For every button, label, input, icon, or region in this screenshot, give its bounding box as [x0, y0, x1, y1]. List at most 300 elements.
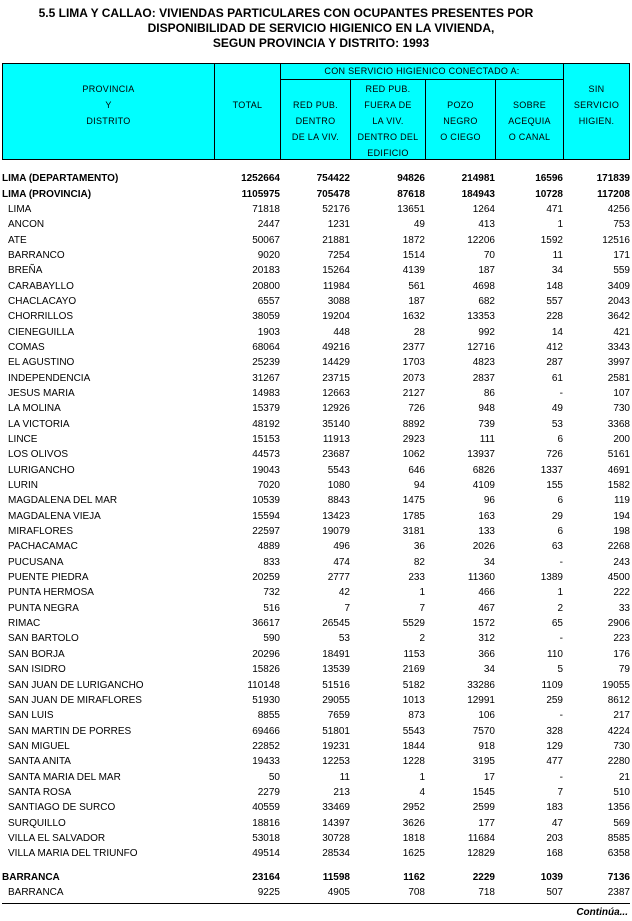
cell-value: 992 — [478, 326, 495, 338]
cell-value: 12663 — [322, 387, 350, 399]
row-label: BARRANCO — [8, 249, 65, 261]
row-label: MAGDALENA VIEJA — [8, 510, 101, 522]
cell-value: 4823 — [472, 357, 495, 369]
cell-value: 1625 — [402, 848, 425, 860]
cell-value: 176 — [613, 648, 630, 660]
title-line-2: DISPONIBILIDAD DE SERVICIO HIGIENICO EN LA VIVIENDA, — [147, 21, 495, 35]
cell-value: 7020 — [257, 480, 280, 492]
cell-value: 2 — [419, 633, 425, 645]
cell-value: 1632 — [402, 311, 425, 323]
cell-value: 3626 — [402, 817, 425, 829]
cell-value: - — [559, 771, 563, 783]
cell-value: 2280 — [607, 756, 630, 768]
cell-value: 228 — [546, 311, 563, 323]
cell-value: 51516 — [322, 679, 350, 691]
cell-value: 11 — [339, 771, 350, 783]
table-row — [2, 493, 630, 508]
table-row — [2, 846, 630, 861]
cell-value: 413 — [478, 219, 495, 231]
table-row — [2, 785, 630, 800]
row-label: ATE — [8, 234, 27, 246]
table-row — [2, 386, 630, 401]
cell-value: 4224 — [607, 725, 630, 737]
cell-value: 2026 — [472, 541, 495, 553]
cell-value: 516 — [263, 602, 280, 614]
table-row — [2, 885, 630, 900]
cell-value: 873 — [408, 710, 425, 722]
table-row — [2, 370, 630, 385]
cell-value: 14983 — [252, 387, 280, 399]
header-pozo: POZO NEGRO O CIEGO — [440, 100, 481, 142]
cell-value: 52176 — [322, 203, 350, 215]
cell-value: 366 — [478, 648, 495, 660]
row-label: LIMA (PROVINCIA) — [2, 188, 92, 200]
cell-value: 19204 — [322, 311, 350, 323]
title-line-1: 5.5 LIMA Y CALLAO: VIVIENDAS PARTICULARES CON OCUPANTES PRESENTES POR — [38, 6, 534, 20]
cell-value: 2043 — [607, 295, 630, 307]
row-label: SAN MARTIN DE PORRES — [8, 725, 132, 737]
cell-value: - — [559, 387, 563, 399]
cell-value: 557 — [546, 295, 563, 307]
cell-value: 1818 — [402, 832, 425, 844]
cell-value: 33 — [618, 602, 630, 614]
table-row — [2, 263, 630, 278]
cell-value: 213 — [333, 786, 350, 798]
table-row — [2, 232, 630, 247]
cell-value: 1 — [557, 219, 563, 231]
cell-value: 34 — [551, 265, 563, 277]
cell-value: 110 — [547, 648, 563, 660]
cell-value: 3088 — [327, 295, 350, 307]
cell-value: 183 — [546, 802, 563, 814]
cell-value: 13651 — [397, 203, 425, 215]
cell-value: 19043 — [252, 464, 280, 476]
row-label: SAN ISIDRO — [8, 664, 66, 676]
cell-value: 13539 — [322, 664, 350, 676]
cell-value: 36617 — [252, 618, 280, 630]
cell-value: 2906 — [607, 618, 630, 630]
cell-value: 12253 — [322, 756, 350, 768]
cell-value: 53 — [551, 418, 563, 430]
cell-value: 34 — [483, 664, 495, 676]
cell-value: 328 — [546, 725, 563, 737]
cell-value: 17 — [483, 771, 495, 783]
cell-value: 4 — [419, 786, 425, 798]
title-line-3: SEGUN PROVINCIA Y DISTRITO: 1993 — [212, 36, 430, 50]
header-red-pub-dentro: RED PUB. DENTRO DE LA VIV. — [291, 100, 340, 142]
cell-value: 2581 — [607, 372, 630, 384]
cell-value: 233 — [408, 572, 425, 584]
cell-value: 106 — [478, 710, 495, 722]
cell-value: 2268 — [607, 541, 630, 553]
cell-value: 82 — [413, 556, 425, 568]
table-row — [2, 631, 630, 646]
cell-value: 496 — [333, 541, 350, 553]
row-label: VILLA EL SALVADOR — [8, 832, 106, 844]
cell-value: 200 — [613, 434, 630, 446]
cell-value: 9225 — [257, 886, 280, 898]
cell-value: 223 — [613, 633, 630, 645]
cell-value: 163 — [478, 510, 495, 522]
cell-value: 10539 — [252, 495, 280, 507]
table-row — [2, 831, 630, 846]
cell-value: 7659 — [327, 710, 350, 722]
row-label: SURQUILLO — [8, 817, 66, 829]
row-label: VILLA MARIA DEL TRIUNFO — [8, 848, 138, 860]
cell-value: 3343 — [607, 341, 630, 353]
row-label: LA MOLINA — [8, 403, 61, 415]
table-row — [2, 662, 630, 677]
table-row — [2, 585, 630, 600]
cell-value: 198 — [613, 526, 630, 538]
cell-value: 5543 — [327, 464, 350, 476]
row-label: ANCON — [8, 219, 45, 231]
cell-value: 19433 — [252, 756, 280, 768]
table-row — [2, 248, 630, 263]
cell-value: 1785 — [402, 510, 425, 522]
row-label: LA VICTORIA — [8, 418, 70, 430]
cell-value: 94826 — [397, 173, 425, 185]
table-row — [2, 202, 630, 217]
cell-value: 79 — [618, 664, 630, 676]
cell-value: 5161 — [607, 449, 630, 461]
cell-value: 5 — [557, 664, 563, 676]
header-red-pub-fuera: RED PUB. FUERA DE LA VIV. DENTRO DEL EDIFICIO — [357, 84, 419, 158]
cell-value: 243 — [613, 556, 630, 568]
cell-value: 11684 — [467, 832, 495, 844]
cell-value: 1039 — [540, 871, 563, 883]
cell-value: 33469 — [322, 802, 350, 814]
cell-value: 4889 — [257, 541, 280, 553]
cell-value: 36 — [413, 541, 425, 553]
cell-value: 22597 — [252, 526, 280, 538]
cell-value: 753 — [613, 219, 630, 231]
cell-value: 11360 — [467, 572, 495, 584]
cell-value: 49 — [551, 403, 563, 415]
table-row — [2, 355, 630, 370]
cell-value: 23687 — [322, 449, 350, 461]
table-row — [2, 723, 630, 738]
cell-value: 4500 — [607, 572, 630, 584]
cell-value: - — [559, 710, 563, 722]
row-label: EL AGUSTINO — [8, 357, 75, 369]
cell-value: 6 — [557, 434, 563, 446]
cell-value: 31267 — [252, 372, 280, 384]
cell-value: 133 — [478, 526, 495, 538]
cell-value: 14397 — [322, 817, 350, 829]
table-row — [2, 217, 630, 232]
cell-value: 918 — [478, 740, 495, 752]
cell-value: 1252664 — [241, 173, 280, 185]
cell-value: 2599 — [472, 802, 495, 814]
cell-value: 1545 — [472, 786, 495, 798]
cell-value: 590 — [263, 633, 280, 645]
cell-value: 732 — [263, 587, 280, 599]
table-row — [2, 447, 630, 462]
cell-value: 6 — [557, 495, 563, 507]
cell-value: 10728 — [535, 188, 563, 200]
cell-value: 53 — [338, 633, 350, 645]
cell-value: 25239 — [252, 357, 280, 369]
cell-value: 754422 — [316, 173, 350, 185]
cell-value: 4691 — [607, 464, 630, 476]
cell-value: 29 — [551, 510, 563, 522]
cell-value: 726 — [408, 403, 425, 415]
cell-value: 177 — [478, 817, 495, 829]
row-label: SAN LUIS — [8, 710, 54, 722]
cell-value: 11598 — [322, 871, 350, 883]
cell-value: 51801 — [322, 725, 350, 737]
row-label: LINCE — [8, 434, 38, 446]
cell-value: 12516 — [602, 234, 630, 246]
cell-value: 1356 — [607, 802, 630, 814]
cell-value: 168 — [546, 848, 563, 860]
cell-value: 8843 — [327, 495, 350, 507]
cell-value: 48192 — [252, 418, 280, 430]
cell-value: 730 — [613, 740, 630, 752]
cell-value: 12829 — [467, 848, 495, 860]
cell-value: 4109 — [472, 480, 495, 492]
table-row — [2, 570, 630, 585]
cell-value: 47 — [551, 817, 563, 829]
cell-value: 2447 — [257, 219, 280, 231]
cell-value: 184943 — [461, 188, 495, 200]
cell-value: 51930 — [252, 694, 280, 706]
cell-value: 1514 — [402, 249, 425, 261]
cell-value: 474 — [333, 556, 350, 568]
cell-value: 448 — [333, 326, 350, 338]
cell-value: 203 — [546, 832, 563, 844]
cell-value: 194 — [613, 510, 630, 522]
column-header — [2, 63, 630, 160]
cell-value: 477 — [546, 756, 563, 768]
table-row — [2, 769, 630, 784]
cell-value: 71818 — [252, 203, 280, 215]
cell-value: 61 — [551, 372, 563, 384]
cell-value: 730 — [613, 403, 630, 415]
cell-value: 11984 — [322, 280, 350, 292]
table-row — [2, 800, 630, 815]
bottom-rule — [2, 903, 630, 904]
row-label: MIRAFLORES — [8, 526, 74, 538]
cell-value: 21881 — [322, 234, 350, 246]
table-row — [2, 478, 630, 493]
cell-value: 7570 — [472, 725, 495, 737]
cell-value: 5529 — [402, 618, 425, 630]
cell-value: 708 — [408, 886, 425, 898]
cell-value: 42 — [338, 587, 350, 599]
cell-value: 171839 — [596, 173, 630, 185]
cell-value: 117208 — [597, 188, 630, 200]
cell-value: 12206 — [467, 234, 495, 246]
row-label: LIMA — [8, 203, 32, 215]
cell-value: 12926 — [322, 403, 350, 415]
cell-value: 222 — [613, 587, 630, 599]
cell-value: 171 — [613, 249, 630, 261]
cell-value: 49 — [413, 219, 425, 231]
cell-value: 1844 — [402, 740, 425, 752]
table-row — [2, 693, 630, 708]
table-row — [2, 739, 630, 754]
cell-value: 22852 — [252, 740, 280, 752]
table-row — [2, 601, 630, 616]
cell-value: 3195 — [472, 756, 495, 768]
cell-value: 1903 — [257, 326, 280, 338]
cell-value: 1 — [557, 587, 563, 599]
cell-value: 18816 — [252, 817, 280, 829]
cell-value: 63 — [551, 541, 563, 553]
cell-value: 471 — [546, 203, 563, 215]
cell-value: 1592 — [540, 234, 563, 246]
cell-value: 87618 — [397, 188, 425, 200]
cell-value: 15594 — [252, 510, 280, 522]
cell-value: 23164 — [252, 871, 280, 883]
cell-value: 49216 — [322, 341, 350, 353]
cell-value: 1105975 — [241, 188, 280, 200]
cell-value: 2229 — [472, 871, 495, 883]
cell-value: 12716 — [467, 341, 495, 353]
cell-value: 312 — [478, 633, 495, 645]
cell-value: 5543 — [402, 725, 425, 737]
table-row — [2, 524, 630, 539]
table-row — [2, 539, 630, 554]
header-total: TOTAL — [232, 100, 263, 110]
cell-value: 726 — [546, 449, 563, 461]
cell-value: 26545 — [322, 618, 350, 630]
row-label: LURIN — [8, 480, 39, 492]
row-label: RIMAC — [8, 618, 41, 630]
row-label: SAN JUAN DE MIRAFLORES — [8, 694, 142, 706]
cell-value: 12991 — [467, 694, 495, 706]
row-label: LURIGANCHO — [8, 464, 75, 476]
row-label: SANTA MARIA DEL MAR — [8, 771, 121, 783]
cell-value: 34 — [483, 556, 495, 568]
cell-value: 2923 — [402, 434, 425, 446]
cell-value: 948 — [478, 403, 495, 415]
cell-value: 6 — [557, 526, 563, 538]
cell-value: 187 — [408, 295, 425, 307]
cell-value: 2377 — [402, 341, 425, 353]
cell-value: 7 — [344, 602, 350, 614]
table-row — [2, 616, 630, 631]
cell-value: 4698 — [472, 280, 495, 292]
cell-value: 111 — [479, 434, 495, 446]
table-row — [2, 294, 630, 309]
cell-value: 7136 — [607, 871, 630, 883]
row-label: PUNTA NEGRA — [8, 602, 79, 614]
table-row — [2, 324, 630, 339]
row-label: PUNTA HERMOSA — [8, 587, 94, 599]
cell-value: 646 — [408, 464, 425, 476]
cell-value: 1062 — [402, 449, 425, 461]
cell-value: 7 — [419, 602, 425, 614]
row-label: SAN JUAN DE LURIGANCHO — [8, 679, 144, 691]
cell-value: 8612 — [607, 694, 630, 706]
row-label: BREÑA — [8, 265, 43, 277]
table-row — [2, 432, 630, 447]
cell-value: 40559 — [252, 802, 280, 814]
cell-value: 20800 — [252, 280, 280, 292]
cell-value: 421 — [613, 326, 630, 338]
cell-value: 7254 — [327, 249, 350, 261]
cell-value: 1337 — [540, 464, 563, 476]
cell-value: 9020 — [257, 249, 280, 261]
cell-value: 50 — [268, 771, 280, 783]
header-acequia: SOBRE ACEQUIA O CANAL — [508, 100, 551, 142]
cell-value: 1231 — [327, 219, 350, 231]
row-label: BARRANCA — [2, 871, 60, 883]
cell-value: - — [559, 633, 563, 645]
header-group: CON SERVICIO HIGIENICO CONECTADO A: — [324, 66, 520, 76]
cell-value: 8892 — [402, 418, 425, 430]
cell-value: 16596 — [535, 173, 563, 185]
cell-value: 13423 — [322, 510, 350, 522]
cell-value: 187 — [478, 265, 495, 277]
cell-value: 2952 — [402, 802, 425, 814]
row-spacer — [2, 861, 630, 869]
cell-value: 50067 — [252, 234, 280, 246]
cell-value: 3181 — [402, 526, 425, 538]
table-title — [0, 6, 632, 51]
cell-value: 13353 — [467, 311, 495, 323]
row-label: JESUS MARIA — [8, 387, 75, 399]
cell-value: 14 — [551, 326, 563, 338]
cell-value: 20259 — [252, 572, 280, 584]
cell-value: 11913 — [322, 434, 350, 446]
cell-value: 13937 — [467, 449, 495, 461]
row-label: CIENEGUILLA — [8, 326, 75, 338]
cell-value: 28 — [413, 326, 425, 338]
cell-value: 11 — [552, 249, 563, 261]
header-sin-servicio: SIN SERVICIO HIGIEN. — [573, 84, 620, 126]
cell-value: - — [559, 556, 563, 568]
cell-value: 466 — [478, 587, 495, 599]
table-row — [2, 278, 630, 293]
cell-value: 2127 — [402, 387, 425, 399]
cell-value: 110148 — [247, 679, 280, 691]
row-label: LIMA (DEPARTAMENTO) — [2, 173, 119, 185]
table-row — [2, 555, 630, 570]
cell-value: 21 — [618, 771, 630, 783]
cell-value: 1872 — [402, 234, 425, 246]
row-label: CHACLACAYO — [8, 295, 77, 307]
cell-value: 107 — [613, 387, 630, 399]
cell-value: 4256 — [607, 203, 630, 215]
cell-value: 569 — [613, 817, 630, 829]
cell-value: 86 — [483, 387, 495, 399]
cell-value: 19231 — [322, 740, 350, 752]
cell-value: 214981 — [461, 173, 495, 185]
cell-value: 94 — [413, 480, 425, 492]
data-table — [2, 171, 630, 900]
cell-value: 6826 — [472, 464, 495, 476]
cell-value: 2837 — [472, 372, 495, 384]
cell-value: 33286 — [467, 679, 495, 691]
cell-value: 2073 — [402, 372, 425, 384]
cell-value: 20296 — [252, 648, 280, 660]
cell-value: 1582 — [607, 480, 630, 492]
cell-value: 53018 — [252, 832, 280, 844]
row-label: CHORRILLOS — [8, 311, 74, 323]
row-label: COMAS — [8, 341, 45, 353]
table-row — [2, 340, 630, 355]
cell-value: 2169 — [402, 664, 425, 676]
cell-value: 119 — [614, 495, 630, 507]
cell-value: 3642 — [607, 311, 630, 323]
cell-value: 5182 — [402, 679, 425, 691]
row-label: INDEPENDENCIA — [8, 372, 91, 384]
cell-value: 1162 — [403, 871, 425, 883]
